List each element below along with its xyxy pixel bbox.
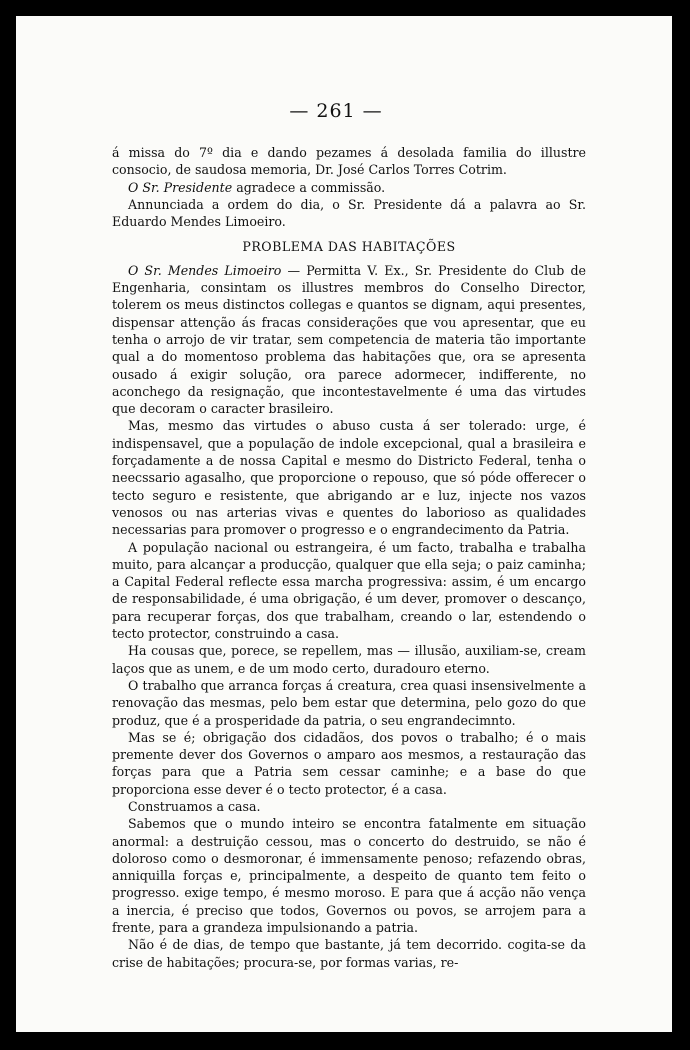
paragraph: O trabalho que arranca forças á creatura, crea quasi insensivelmente a renovação das mesmas, pelo bem estar que determina, pelo gozo do que produz, que é a prosperidade da patria, o seu engrandecimnto. (112, 677, 586, 728)
paragraph: Mas, mesmo das virtudes o abuso custa á ser tolerado: urge, é indispensavel, que a população de indole excepcional, qual a brasileira e forçadamente a de nossa Capital e mesmo do Districto Federal, tenha o neecssario agasalho, que proporcione o repouso, que só póde offerecer o tecto seguro e resistente, que abrigando ar e luz, injecte nos vazos venosos ou nas arterias vivas e quentes do laborioso as qualidades necessarias para promover o progresso e o engrandecimento da Patria. (112, 418, 586, 538)
paragraph: Ha cousas que, porece, se repellem, mas — illusão, auxiliam-se, cream laços que as unem, e de um modo certo, duradouro eterno. (112, 643, 586, 676)
paragraph-text: agradece a commissão. (232, 179, 386, 195)
paragraph: Mas se é; obrigação dos cidadãos, dos povos o trabalho; é o mais premente dever dos Governos o amparo aos mesmos, a restauração das forças para que a Patria sem cessar caminhe; e a base do que proporciona esse dever é o tecto protector, é a casa. (112, 729, 586, 797)
body-text (112, 144, 586, 971)
paragraph (112, 179, 586, 196)
paragraph-text: — Permitta V. Ex., Sr. Presidente do Club de Engenharia, consintam os illustres membros do Conselho Director, tolerem os meus distinctos collegas e quantos se dignam, aqui presentes, dispensar attenção ás fracas considerações que vou apresentar, que eu tenha o arrojo de vir tratar, sem competencia de materia tão importante qual a do momentoso problema das habitações que, ora se apresenta ousado á exigir solução, ora parece adormecer, indifferente, no aconchego da resignação, que incontestavelmente é uma das virtudes que decoram o caracter brasileiro. (112, 262, 586, 417)
paragraph (112, 262, 586, 418)
page (16, 16, 672, 1032)
section-heading: PROBLEMA DAS HABITAÇÕES (242, 239, 456, 255)
paragraph: Annunciada a ordem do dia, o Sr. Presidente dá a palavra ao Sr. Eduardo Mendes Limoeiro. (112, 196, 586, 230)
paragraph: á missa do 7º dia e dando pezames á desolada familia do illustre consocio, de saudosa memoria, Dr. José Carlos Torres Cotrim. (112, 145, 586, 178)
paragraph: Sabemos que o mundo inteiro se encontra fatalmente em situação anormal: a destruição cessou, mas o concerto do destruido, se não é doloroso como o desmoronar, é immensamente penoso; refazendo obras, anniquilla forças e, principalmente, a despeito de quanto tem feito o progresso. exige tempo, é mesmo moroso. E para que á acção não vença a inercia, é preciso que todos, Governos ou povos, se arrojem para a frente, para a grandeza impulsionando a patria. (112, 816, 586, 936)
speaker: O Sr. Mendes Limoeiro (128, 262, 282, 278)
page-number: — 261 — (289, 100, 383, 122)
paragraph: A população nacional ou estrangeira, é um facto, trabalha e trabalha muito, para alcançar a producção, qualquer que ella seja; o paiz caminha; a Capital Federal reflecte essa marcha progressiva: assim, é um encargo de responsabilidade, é uma obrigação, é um dever, promover o descanço, para recuperar forças, dos que trabalham, creando o lar, estendendo o tecto protector, construindo a casa. (112, 539, 586, 642)
paragraph: Construamos a casa. (128, 798, 261, 814)
speaker: O Sr. Presidente (128, 179, 233, 195)
paragraph: Não é de dias, de tempo que bastante, já tem decorrido. cogita-se da crise de habitações; procura-se, por formas varias, re- (112, 937, 586, 970)
